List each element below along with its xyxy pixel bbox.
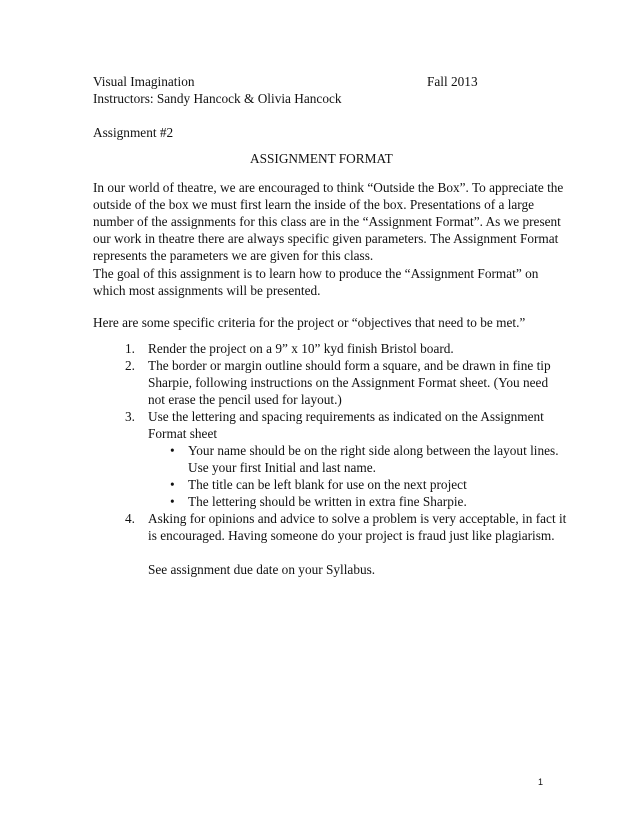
instructors-line: Instructors: Sandy Hancock & Olivia Hancock (93, 91, 342, 106)
assignment-number: Assignment #2 (93, 125, 174, 140)
item-number: 3. (125, 409, 135, 424)
bullet-line: Your name should be on the right side along between the layout lines. (188, 443, 559, 458)
list-item (148, 510, 566, 544)
item-line: is encouraged. Having someone do your project is fraud just like plagiarism. (148, 528, 555, 543)
bullet-item (188, 476, 467, 493)
course-name: Visual Imagination (93, 74, 195, 89)
intro-line: number of the assignments for this class are in the “Assignment Format”. As we present (93, 214, 561, 229)
goal-line: The goal of this assignment is to learn how to produce the “Assignment Format” on (93, 266, 539, 281)
item-line: The border or margin outline should form a square, and be drawn in fine tip (148, 358, 551, 373)
list-item (148, 357, 551, 408)
list-item (148, 340, 454, 357)
item-line: Asking for opinions and advice to solve a problem is very acceptable, in fact it (148, 511, 567, 526)
page-number: 1 (538, 777, 544, 787)
item-line: Sharpie, following instructions on the Assignment Format sheet. (You need (148, 375, 549, 390)
bullet-icon: • (170, 477, 175, 492)
bullet-item (188, 442, 559, 476)
goal-line: which most assignments will be presented. (93, 283, 321, 298)
item-number: 1. (125, 341, 135, 356)
bullet-line: The lettering should be written in extra fine Sharpie. (188, 494, 467, 509)
bullet-item (188, 493, 467, 510)
term-label: Fall 2013 (427, 74, 478, 89)
goal-paragraph (93, 265, 548, 299)
due-date-note: See assignment due date on your Syllabus. (148, 562, 376, 577)
intro-line: our work in theatre there are always specific given parameters. The Assignment Format (93, 231, 559, 246)
item-number: 4. (125, 511, 135, 526)
item-number: 2. (125, 358, 135, 373)
bullet-icon: • (170, 443, 175, 458)
list-item (148, 408, 544, 442)
bullet-icon: • (170, 494, 175, 509)
criteria-intro: Here are some specific criteria for the project or “objectives that need to be met.” (93, 315, 526, 330)
intro-line: represents the parameters we are given for this class. (93, 248, 374, 263)
intro-line: outside of the box we must first learn the inside of the box. Presentations of a large (93, 197, 535, 212)
bullet-line: Use your first Initial and last name. (188, 460, 376, 475)
intro-paragraph (93, 179, 564, 264)
item-line: Render the project on a 9” x 10” kyd finish Bristol board. (148, 341, 454, 356)
bullet-line: The title can be left blank for use on the next project (188, 477, 467, 492)
item-line: Use the lettering and spacing requirements as indicated on the Assignment (148, 409, 544, 424)
document-title: ASSIGNMENT FORMAT (250, 151, 393, 166)
item-line: not erase the pencil used for layout.) (148, 392, 342, 407)
intro-line: In our world of theatre, we are encouraged to think “Outside the Box”. To appreciate the (93, 180, 564, 195)
item-line: Format sheet (148, 426, 218, 441)
